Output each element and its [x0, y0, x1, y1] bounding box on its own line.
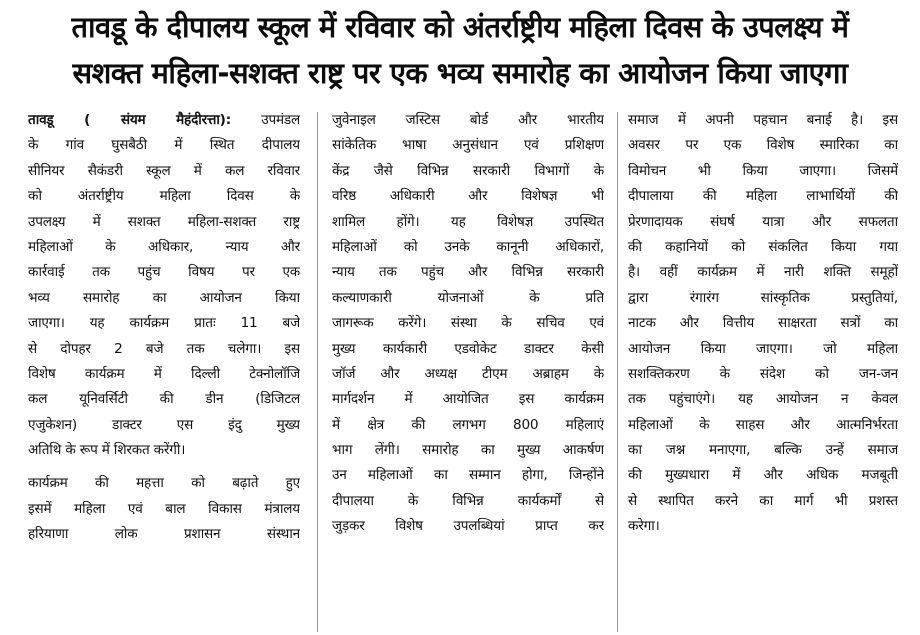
text-line: नाटक और वित्तीय साक्षरता सत्रों का: [628, 315, 898, 332]
text-line: की कहानियों को संकलित किया गया: [628, 238, 898, 255]
byline: तावडू ( संयम मैहंदीरत्ता):: [28, 112, 231, 128]
text-line: की मुख्यधारा में और अधिक मजबूती: [628, 467, 898, 484]
text-line: द्वारा रंगारंग सांस्कृतिक प्रस्तुतियां,: [628, 289, 898, 306]
text-line: का जश्न मनाएगा, बल्कि उन्हें समाज: [628, 442, 898, 459]
text-line: प्रेरणादायक संघर्ष यात्रा और सफलता: [628, 213, 898, 230]
text-line: सांकेतिक भाषा अनुसंधान एवं प्रशिक्षण: [332, 137, 604, 154]
column-2: [332, 108, 604, 635]
text-line: सीनियर सैकंडरी स्कूल में कल रविवार: [28, 162, 300, 179]
column-divider: [317, 112, 318, 632]
text-line: उन महिलाओं का सम्मान होगा, जिन्होंने: [332, 467, 604, 484]
text-line: से दोपहर 2 बजे तक चलेगा। इस: [28, 340, 300, 357]
text-line: दीपालया के विभिन्न कार्यकर्मों से: [332, 492, 604, 509]
text-line: दीपालाया की महिला लाभार्थियों की: [628, 188, 898, 205]
text-line: वरिष्ठ अधिकारी और विशेषज्ञ भी: [332, 188, 604, 205]
text-line: केंद्र जैसे विभिन्न सरकारी विभागों के: [332, 162, 604, 179]
text-line: महिलाओं को उनके कानूनी अधिकारों,: [332, 238, 604, 255]
text-line: इसमें महिला एवं बाल विकास मंत्रालय: [28, 500, 300, 517]
text-line: महिलाओं के साहस और आत्मनिर्भरता: [628, 416, 898, 433]
text-line: आयोजन किया जाएगा। जो महिला: [628, 340, 898, 357]
text-line: को अंतर्राष्ट्रीय महिला दिवस के: [28, 188, 300, 205]
text-line: मार्गदर्शन में आयोजित इस कार्यक्रम: [332, 391, 604, 408]
text-line: जाएगा। यह कार्यक्रम प्रातः 11 बजे: [28, 315, 300, 332]
text-line: तक पहुंचाएंगे। यह आयोजन न केवल: [628, 391, 898, 408]
text-line: विमोचन भी किया जाएगा। जिसमें: [628, 162, 898, 179]
text-line: विशेष कार्यक्रम में दिल्ली टेक्नोलॉजि: [28, 365, 300, 382]
text-line: उपलक्ष्य में सशक्त महिला-सशक्त राष्ट्र: [28, 213, 300, 230]
text-line: कार्यक्रम की महत्ता को बढ़ाते हुए: [28, 475, 300, 492]
text-line: अवसर पर एक विशेष स्मारिका का: [628, 137, 898, 154]
text-line: कल यूनिवर्सिटी की डीन (डिजिटल: [28, 391, 300, 408]
text-line: है। वहीं कार्यक्रम में नारी शक्ति समूहों: [628, 264, 898, 281]
text-line: कल्याणकारी योजनाओं के प्रति: [332, 289, 604, 306]
text-line: भव्य समारोह का आयोजन किया: [28, 289, 300, 306]
text-line: जागरूक करेंगे। संस्था के सचिव एवं: [332, 315, 604, 332]
headline-line-1: तावडू के दीपालय स्कूल में रविवार को अंतर्राष्ट्रीय महिला दिवस के उपलक्ष्य में: [71, 10, 849, 44]
text-fragment: उपमंडल: [261, 112, 300, 128]
text-line: से स्थापित करने का मार्ग भी प्रशस्त: [628, 492, 898, 509]
text-line: के गांव घुसबैठी में स्थित दीपालय: [28, 137, 300, 154]
column-divider: [617, 112, 618, 632]
text-line: [28, 108, 300, 133]
column-3: [628, 108, 898, 635]
text-line: जुड़कर विशेष उपलब्धियां प्राप्त कर: [332, 518, 604, 535]
headline-line-2: सशक्त महिला-सशक्त राष्ट्र पर एक भव्य समारोह का आयोजन किया जाएगा: [72, 56, 848, 90]
article-body: [28, 108, 898, 635]
text-line: जॉर्ज और अध्यक्ष टीएम अब्राहम के: [332, 365, 604, 382]
text-line: समाज में अपनी पहचान बनाई है। इस: [628, 112, 898, 128]
text-line: भाग लेंगी। समारोह का मुख्य आकर्षण: [332, 442, 604, 459]
text-line: महिलाओं के अधिकार, न्याय और: [28, 238, 300, 255]
paragraph-gap: [28, 463, 300, 471]
text-line: अतिथि के रूप में शिरकत करेंगी।: [28, 442, 186, 459]
text-line: जुवेनाइल जस्टिस बोर्ड और भारतीय: [332, 112, 604, 128]
text-line: शामिल होंगे। यह विशेषज्ञ उपस्थित: [332, 213, 604, 230]
text-line: एजुकेशन) डाक्टर एस इंदु मुख्य: [28, 416, 300, 433]
text-line: हरियाणा लोक प्रशासन संस्थान: [28, 526, 300, 543]
text-line: में क्षेत्र की लगभग 800 महिलाएं: [332, 416, 604, 433]
column-1: [28, 108, 300, 635]
text-line: कार्रवाई तक पहुंच विषय पर एक: [28, 264, 300, 281]
text-line: करेगा।: [628, 518, 660, 535]
text-line: सशक्तिकरण के संदेश को जन-जन: [628, 365, 898, 382]
headline: [10, 4, 910, 96]
text-line: न्याय तक पहुंच और विभिन्न सरकारी: [332, 264, 604, 281]
text-line: मुख्य कार्यकारी एडवोकेट डाक्टर केसी: [332, 340, 604, 357]
